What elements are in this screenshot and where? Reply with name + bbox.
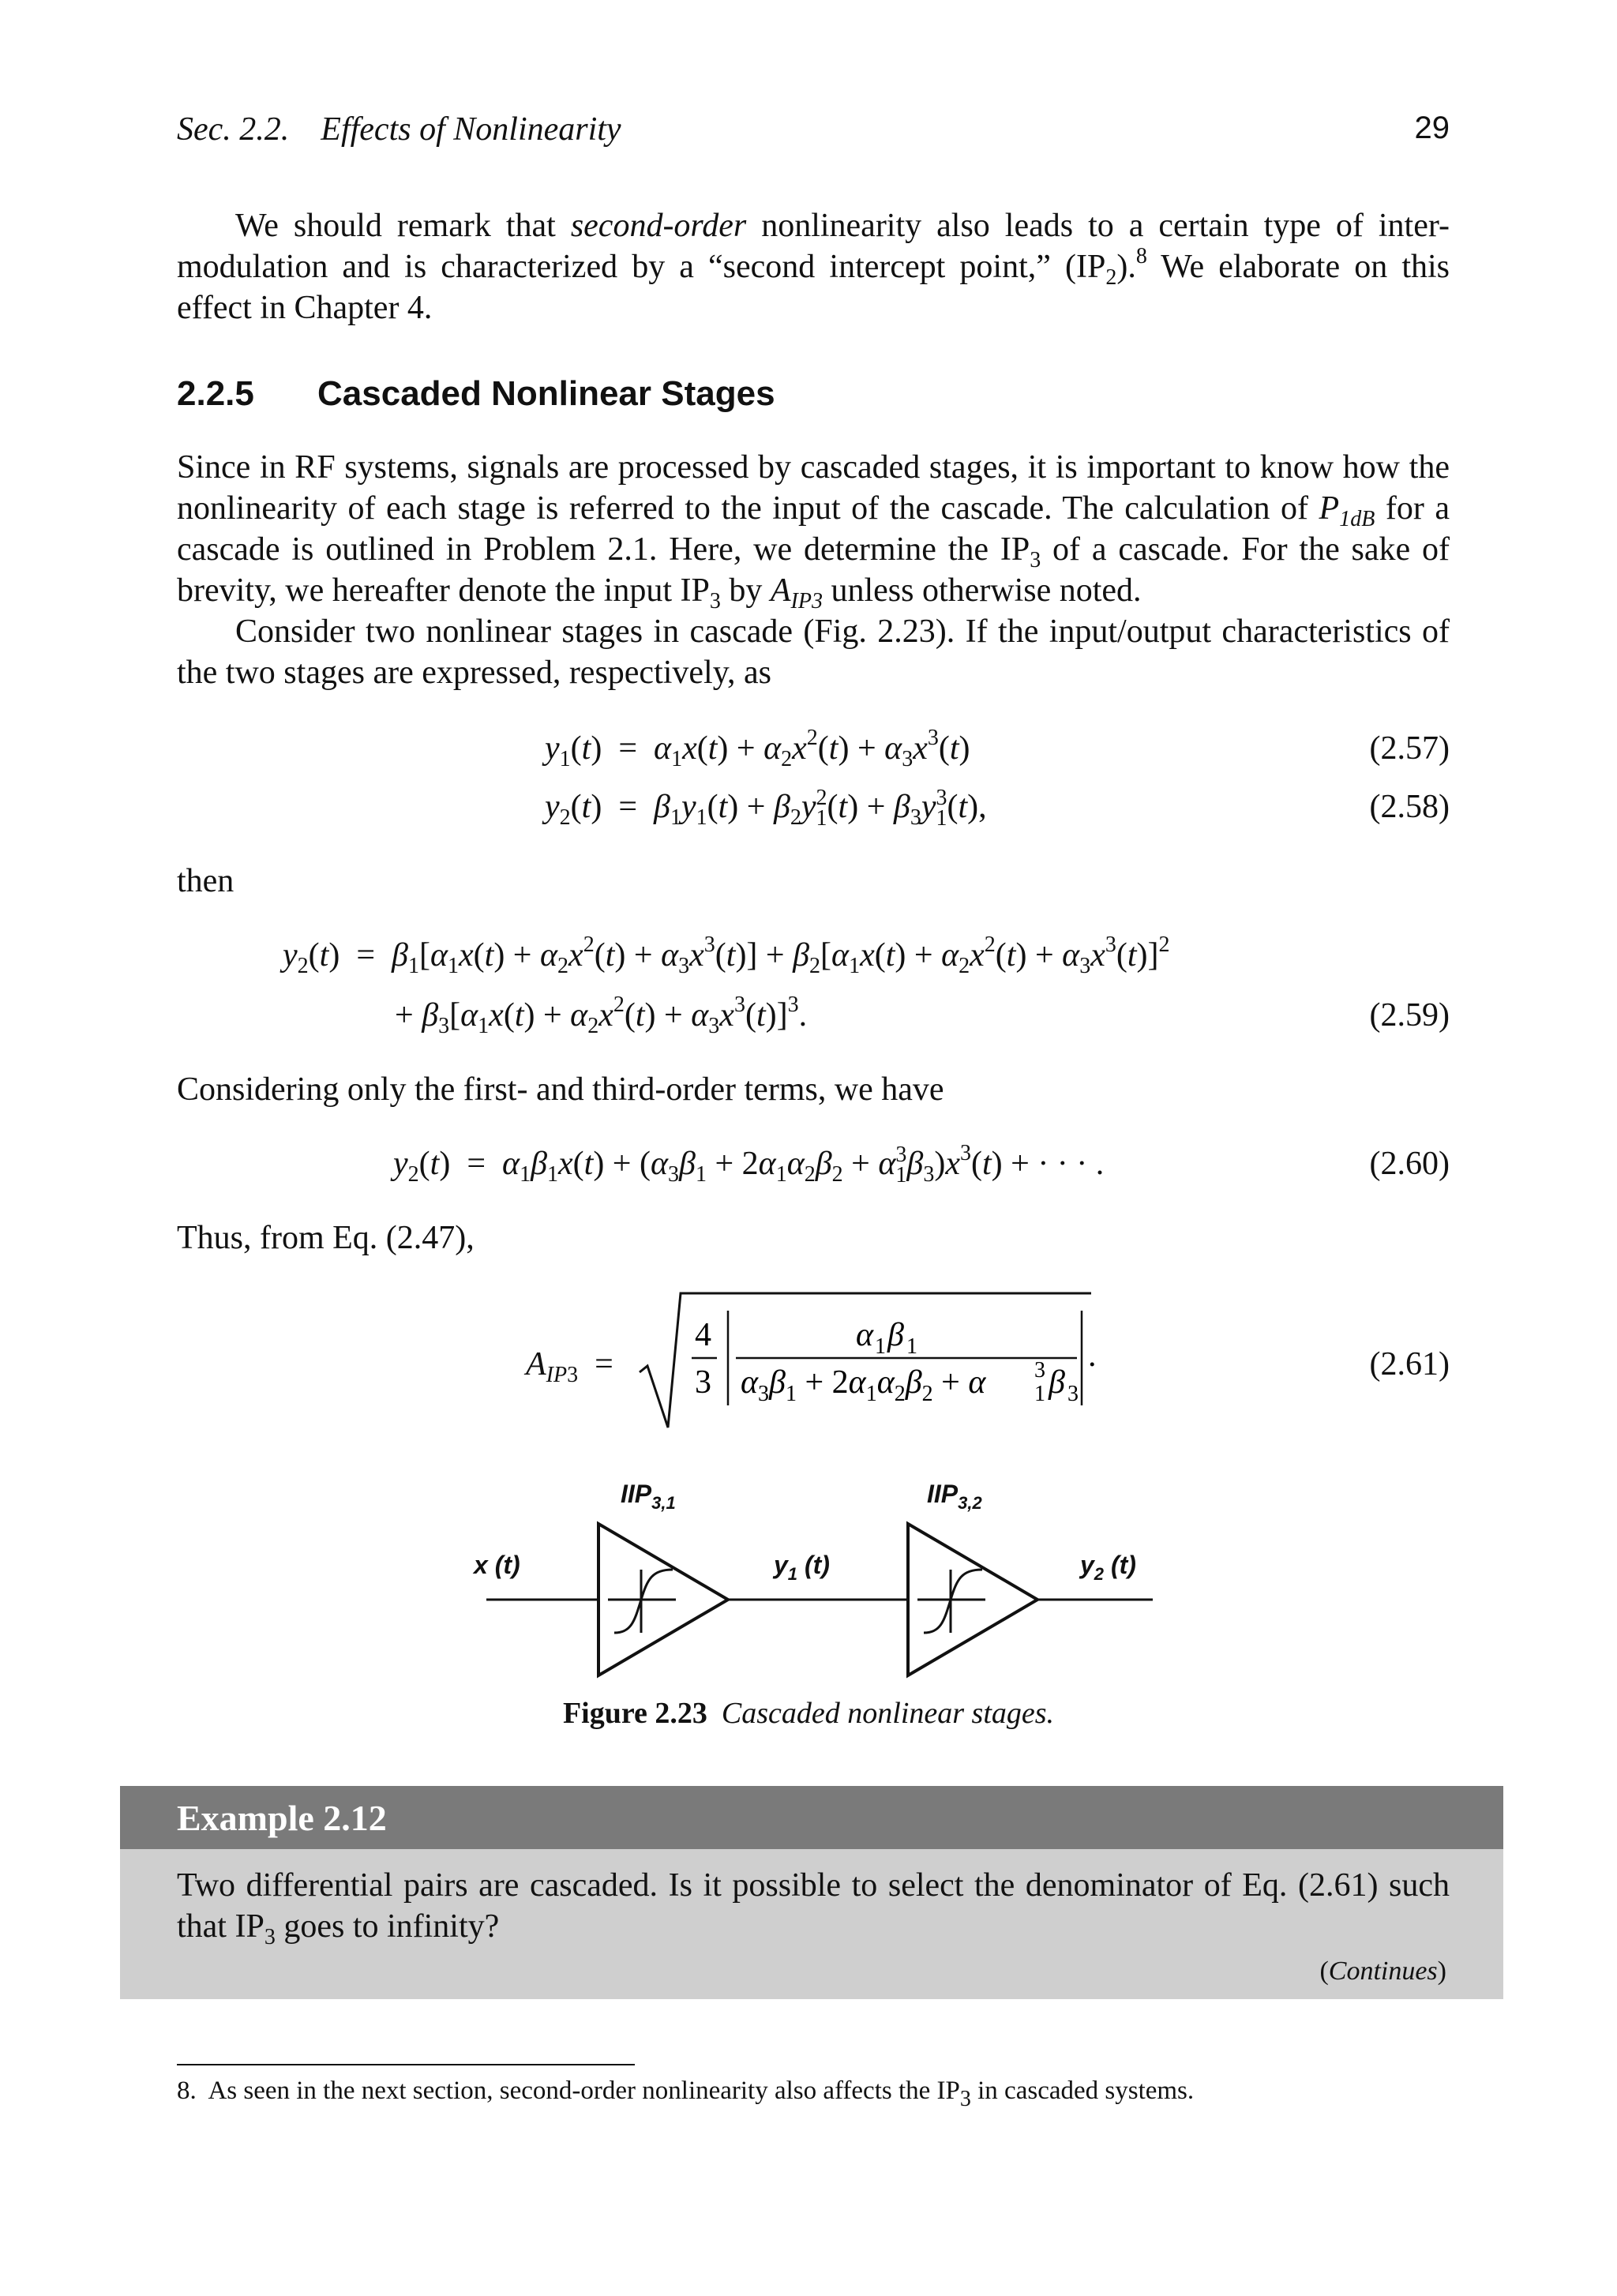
example-question: Two differential pairs are cascaded. Is it possible to select the denominator of Eq. (2.61) such that $IP_3$ goes to infinity? (177, 1867, 1450, 1949)
equation-number-2-61: (2.61) (1369, 1346, 1450, 1382)
figure-caption: Figure 2.23 Cascaded nonlinear stages. (562, 1697, 1055, 1730)
equation-2-61-radical (627, 1287, 1116, 1429)
svg-text:3: 3 (1067, 1382, 1079, 1406)
running-head-title: Sec. 2.2. Effects of Nonlinearity (177, 111, 621, 148)
middle-signal-label: $y_1$ (t) (774, 1551, 830, 1584)
equation-number-2-60: (2.60) (1369, 1146, 1450, 1182)
paragraph-2: Consider two nonlinear stages in cascade (Fig. 2.23). If the input/output characteristics of the two stages are expressed, respectively, as (177, 613, 1450, 691)
svg-text:α: α (856, 1317, 874, 1353)
nonlinear-symbol-2 (917, 1570, 985, 1633)
then-text: then (177, 863, 234, 899)
equation-number-2-59: (2.59) (1369, 997, 1450, 1034)
running-header (177, 111, 1450, 158)
equation-2-59-line-1: $y_2(t) = \beta_1[\alpha_1x(t) + \alpha_2x^2(t) + \alpha_3x^3(t)] + \beta_2[\alpha_1x(t) + \alpha_2x^2(t) + \alpha_3x^3(t)]^2$ (283, 932, 1170, 978)
equation-number-2-58: (2.58) (1369, 789, 1450, 825)
svg-text:3: 3 (695, 1364, 711, 1401)
equation-2-58: $y_2(t) = \beta_1y_1(t) + \beta_2y$ 2 1 $(t) + \beta_3y$ 3 1 (t), (545, 786, 987, 831)
svg-text:4: 4 (695, 1317, 711, 1353)
paragraph-1: Since in RF systems, signals are processed by cascaded stages, it is important to know how the nonlinearity of each stage is referred to the input of the cascade. The calculation of $P_{1dB}$ for a cascade is outlined in Problem 2.1. Here, we determine the $IP_3$ of a cascade. For the sake of brevity, we hereafter denote the input $IP_3$ by $A_{IP3}$ unless otherwise noted. (177, 449, 1450, 613)
thus-text: Thus, from Eq. (2.47), (177, 1220, 475, 1256)
equation-2-59-line-2: + $\beta_3[\alpha_1x(t) + \alpha_2x^2(t) + \alpha_3x^3(t)]^3$. (395, 992, 808, 1038)
svg-text:1: 1 (906, 1334, 917, 1359)
example-header (120, 1786, 1503, 1849)
cascade-diagram (474, 1476, 1184, 1698)
svg-text:1: 1 (1034, 1382, 1045, 1406)
footnote-rule (177, 2064, 635, 2065)
stage1-iip3-label: $IIP_{3,1}$ (621, 1480, 676, 1513)
stage2-iip3-label: $IIP_{3,2}$ (927, 1480, 982, 1513)
svg-text:.: . (1088, 1337, 1097, 1374)
section-body (177, 447, 1450, 693)
output-signal-label: $y_2$ (t) (1080, 1551, 1136, 1584)
equation-2-61-lhs: $A_{IP3}$ = (526, 1346, 613, 1387)
nonlinear-symbol-1 (608, 1570, 676, 1633)
example-body (120, 1849, 1503, 1999)
figure-cascaded-stages (474, 1476, 1184, 1698)
svg-text:3: 3 (1034, 1358, 1045, 1382)
svg-text:β: β (1049, 1364, 1065, 1401)
footnote-marker: 8 (1135, 244, 1147, 268)
considering-text: Considering only the first- and third-order terms, we have (177, 1071, 944, 1108)
footnote: 8. As seen in the next section, second-order nonlinearity also affects the $IP_3$ in cascaded systems. (177, 2077, 1195, 2111)
section-heading: 2.2.5 Cascaded Nonlinear Stages (177, 374, 775, 413)
svg-text:α3β1 + 2α1α2β2 + α: $\alpha_3\beta_1 + 2\alpha_1\alpha_2\beta_2 + \alpha$ (741, 1364, 986, 1406)
equation-2-57: $y_1(t) = \alpha_1x(t) + \alpha_2x^2(t) + \alpha_3x^3(t)$ (545, 726, 970, 771)
continues-note: (Continues) (1319, 1956, 1446, 1986)
equation-number-2-57: (2.57) (1369, 730, 1450, 767)
input-signal-label: x (t) (474, 1551, 520, 1579)
svg-text:β: β (887, 1317, 904, 1353)
example-title: Example 2.12 (177, 1798, 387, 1838)
page-number: 29 (1414, 111, 1450, 145)
svg-text:1: 1 (875, 1334, 886, 1359)
intro-paragraph: We should remark that second-order nonlinearity also leads to a certain type of inter-modulation and is characterized by a “second intercept point,” $(IP_2).^8$ We elaborate on this effect in Chapter 4. (177, 208, 1450, 326)
equation-2-60: $y_2(t) = \alpha_1\beta_1x(t) + (\alpha_3\beta_1 + 2\alpha_1\alpha_2\beta_2 + \alpha$ 3 1 $\beta_3)x^3(t)$ + · · · . (393, 1141, 1105, 1187)
